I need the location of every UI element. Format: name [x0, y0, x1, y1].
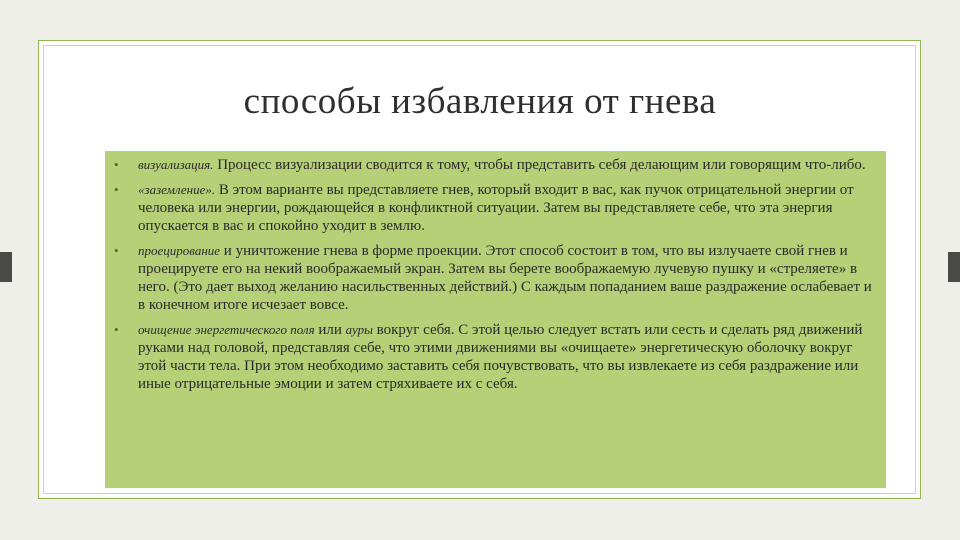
bullet-term: очищение энергетического поля	[138, 322, 315, 337]
bullet-term: визуализация.	[138, 157, 214, 172]
bullet-visualization	[112, 156, 876, 174]
bullet-marker: •	[114, 182, 119, 197]
bullet-term: проецирование	[138, 243, 221, 258]
bullet-term: «заземление».	[138, 182, 216, 197]
bullet-projection	[112, 242, 876, 314]
bullet-text: В этом варианте вы представляете гнев, который входит в вас, как пучок отрицательной энергии от человека или энергии, рождающейся в конфликтной ситуации. Затем вы представляете себе, что эта энергия опускается в вас и спокойно уходит в землю.	[138, 182, 854, 234]
bullet-marker: •	[114, 322, 119, 337]
bullet-text: и уничтожение гнева в форме проекции. Этот способ состоит в том, что вы излучаете свой гнев и проецируете его на некий воображаемый экран. Затем вы берете воображаемую лучевую пушку и «стреляете» в него. (Это дает выход желанию насильственных действий.) С каждым попаданием ваше раздражение ослабевает и в конечном итоге исчезает вовсе.	[138, 243, 872, 313]
content-box	[105, 151, 886, 488]
slide-title: способы избавления от гнева	[243, 81, 717, 122]
bullet-marker: •	[114, 157, 119, 172]
bullet-text: вокруг себя. С этой целью следует встать или сесть и сделать ряд движений руками над головой, представляя себе, что этими движениями вы «очищаете» энергетическую оболочку вокруг этой части тела. При этом необходимо заставить себя почувствовать, что вы извлекаете из себя раздражение или иные отрицательные эмоции и затем стряхиваете их с себя.	[138, 322, 863, 392]
bullet-grounding	[112, 181, 876, 235]
bullet-connector: или	[314, 322, 346, 338]
bullet-term-secondary: ауры	[345, 322, 373, 337]
bullet-text: Процесс визуализации сводится к тому, чтобы представить себя делающим или говорящим что-либо.	[213, 157, 866, 173]
bullet-marker: •	[114, 243, 119, 258]
left-edge-bar	[0, 252, 12, 282]
bullet-aura-cleansing	[112, 321, 876, 393]
right-edge-bar	[948, 252, 960, 282]
